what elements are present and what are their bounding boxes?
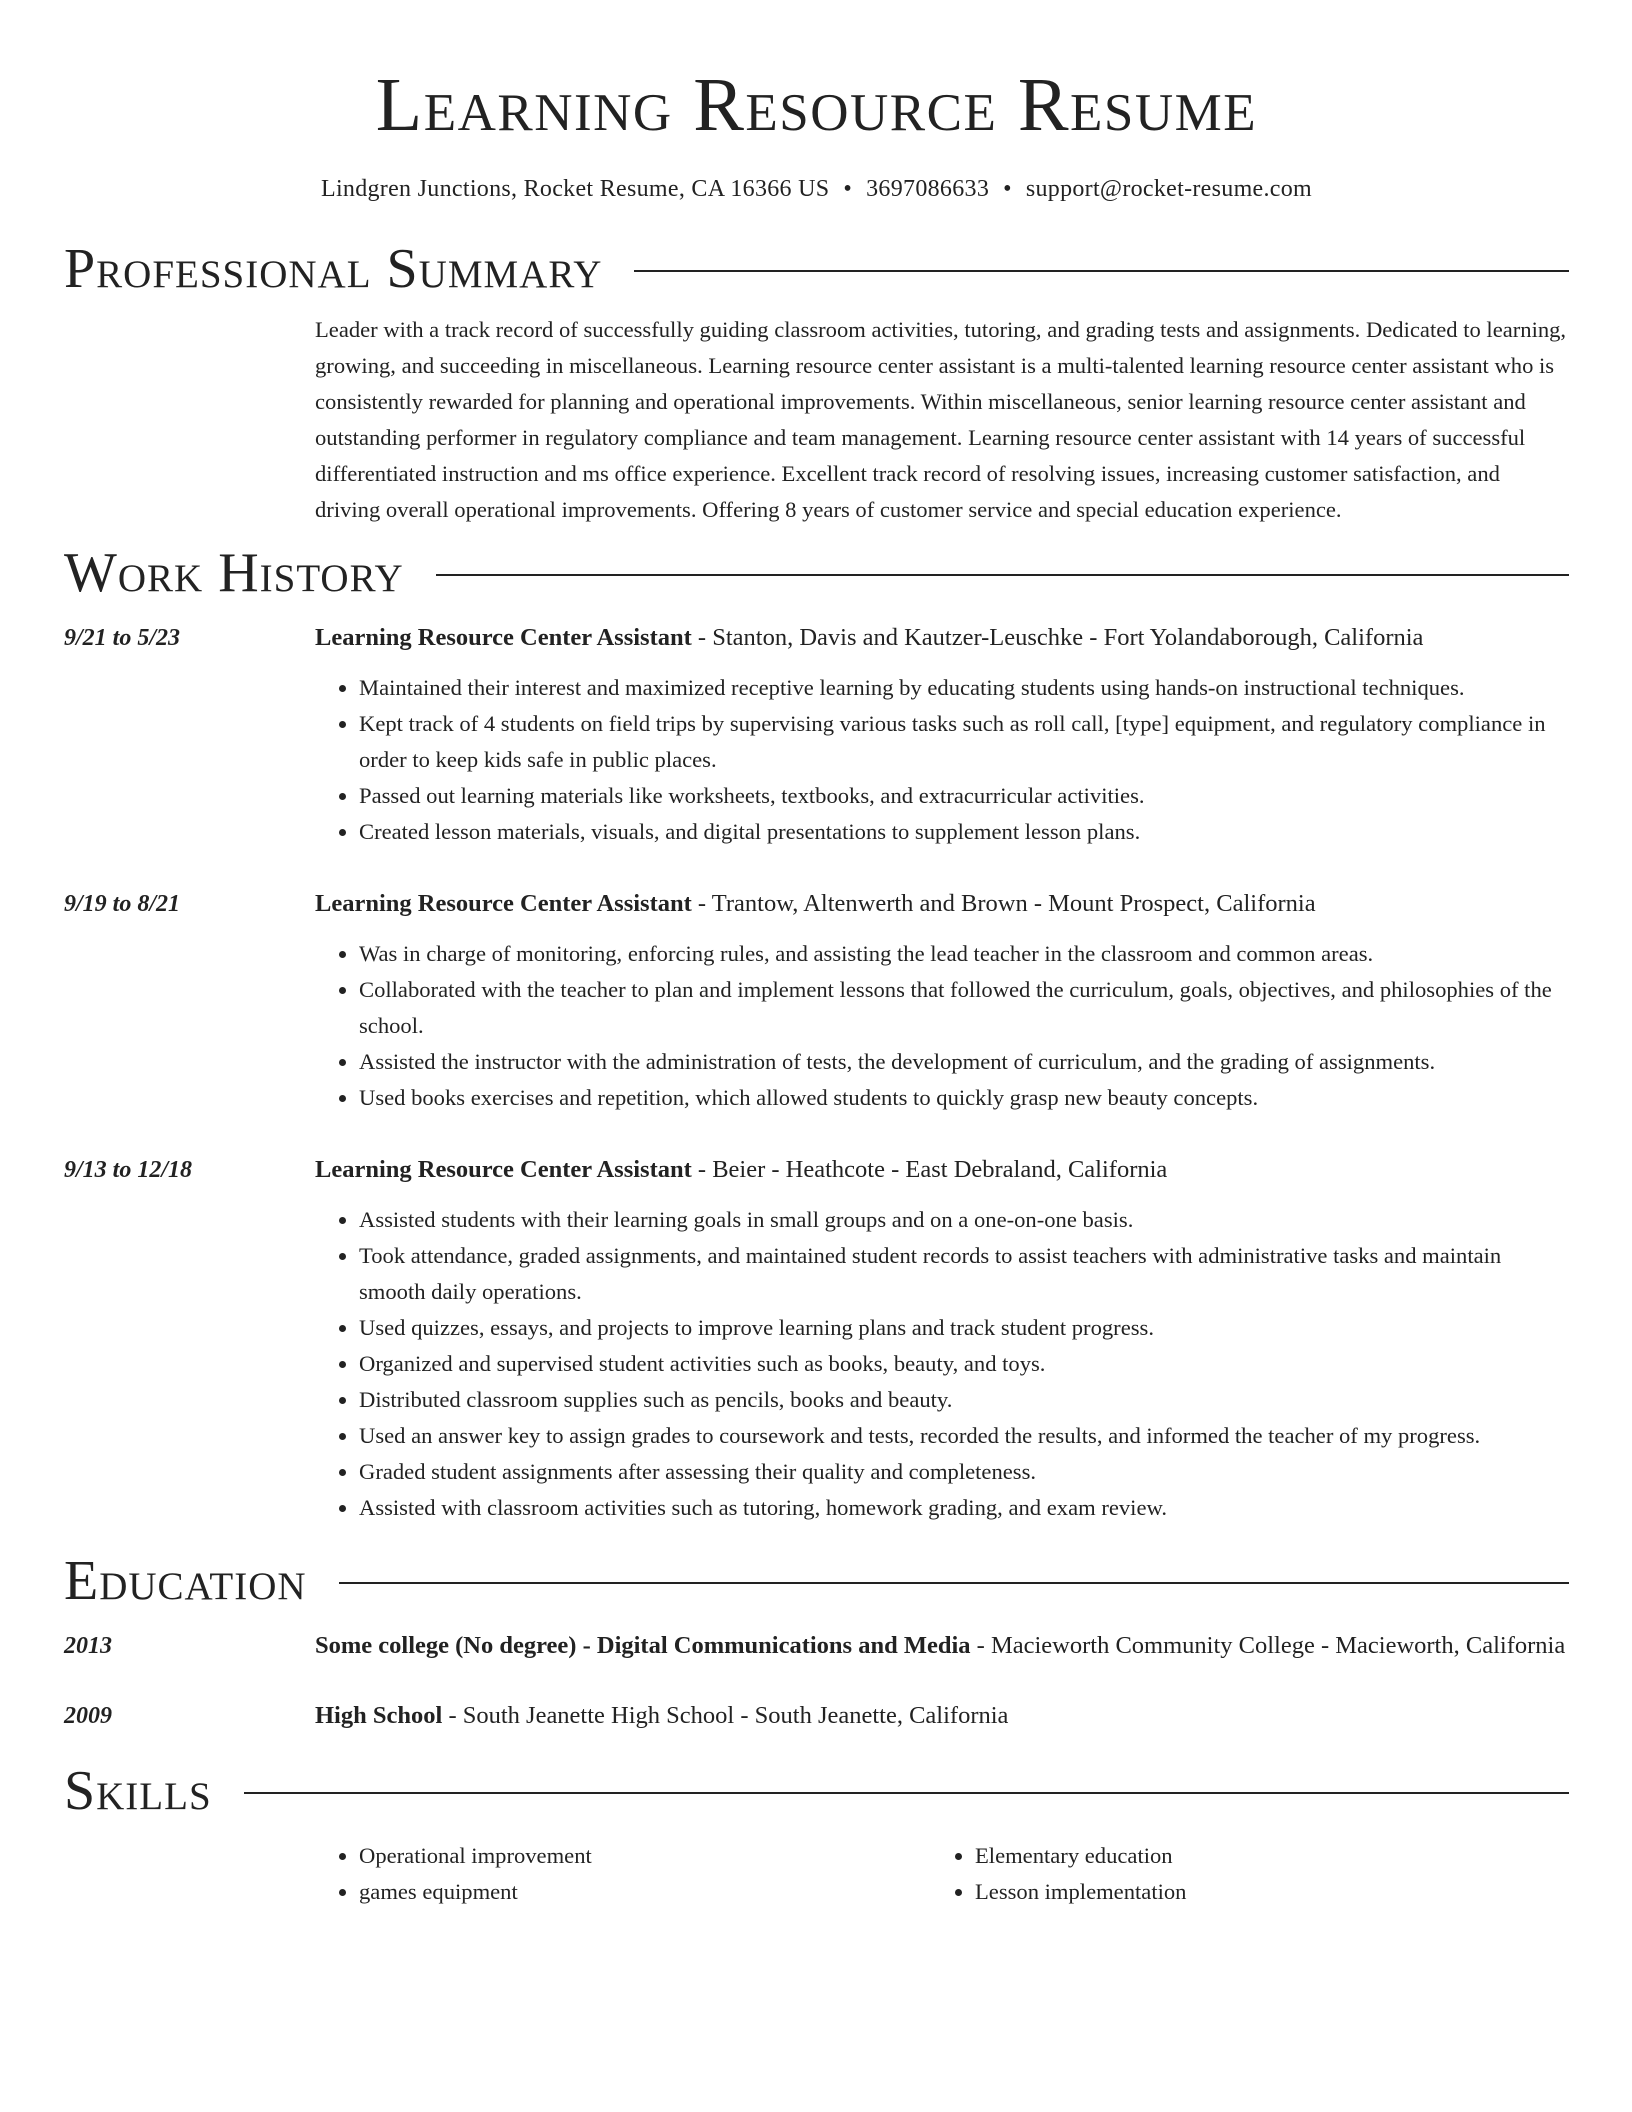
job-bullet: • Collaborated with the teacher to plan and implement lessons that followed the curriculum, goals, objectives, and philosophies of the school. bbox=[359, 972, 1569, 1044]
job-entry bbox=[64, 1150, 1569, 1526]
job-details: - Trantow, Altenwerth and Brown - Mount Prospect, California bbox=[691, 890, 1316, 917]
work-heading: Work History bbox=[64, 542, 404, 604]
contact-separator: • bbox=[1003, 176, 1012, 202]
section-divider bbox=[244, 1792, 1569, 1794]
summary-text: Leader with a track record of successfully guiding classroom activities, tutoring, and grading tests and assignments. Dedicated to learning, growing, and succeeding in miscellaneous. Learning resource center assistant is a multi-talented learning resource center assistant who is consistently rewarded for planning and operational improvements. Within miscellaneous, senior learning resource center assistant and outstanding performer in regulatory compliance and team management. Learning resource center assistant with 14 years of successful differentiated instruction and ms office experience. Excellent track record of resolving issues, increasing customer satisfaction, and driving overall operational improvements. Offering 8 years of customer service and special education experience. bbox=[315, 317, 1567, 522]
resume-title: Learning Resource Resume bbox=[375, 63, 1258, 147]
job-bullet: • Assisted the instructor with the administration of tests, the development of curriculum, and the grading of assignments. bbox=[359, 1044, 1569, 1080]
summary-section-header bbox=[64, 238, 1569, 300]
job-entry bbox=[64, 618, 1569, 850]
job-bullets bbox=[315, 936, 1569, 1116]
job-entry bbox=[64, 884, 1569, 1116]
job-details: - Stanton, Davis and Kautzer-Leuschke - Fort Yolandaborough, California bbox=[691, 624, 1424, 651]
job-bullet: • Assisted with classroom activities such as tutoring, homework grading, and exam review. bbox=[359, 1490, 1569, 1526]
job-title: Learning Resource Center Assistant bbox=[315, 890, 692, 917]
education-title: Some college (No degree) - Digital Communications and Media bbox=[315, 1632, 971, 1659]
work-section-header bbox=[64, 542, 1569, 604]
skills-section-header bbox=[64, 1760, 1569, 1822]
education-details: - Macieworth Community College - Macieworth, California bbox=[970, 1632, 1566, 1659]
job-heading bbox=[315, 618, 1569, 658]
job-bullets bbox=[315, 670, 1569, 850]
education-section-header bbox=[64, 1550, 1569, 1612]
job-bullets bbox=[315, 1202, 1569, 1526]
job-title: Learning Resource Center Assistant bbox=[315, 1156, 692, 1183]
job-bullet: • Used quizzes, essays, and projects to improve learning plans and track student progress. bbox=[359, 1310, 1569, 1346]
education-entry bbox=[64, 1696, 1569, 1736]
skills-column-left bbox=[315, 1838, 931, 1910]
contact-address: Lindgren Junctions, Rocket Resume, CA 16366 US bbox=[320, 176, 830, 202]
job-heading bbox=[315, 884, 1569, 924]
skill-item: • games equipment bbox=[359, 1874, 931, 1910]
contact-separator: • bbox=[843, 176, 853, 202]
job-bullet: • Was in charge of monitoring, enforcing rules, and assisting the lead teacher in the classroom and common areas. bbox=[359, 936, 1569, 972]
skill-item: • Operational improvement bbox=[359, 1838, 931, 1874]
skill-item: • Elementary education bbox=[975, 1838, 1547, 1874]
section-divider bbox=[339, 1582, 1569, 1584]
job-heading bbox=[315, 1150, 1569, 1190]
education-year: 2013 bbox=[64, 1633, 112, 1659]
job-bullet: • Maintained their interest and maximized receptive learning by educating students using hands-on instructional techniques. bbox=[359, 670, 1569, 706]
education-title: High School bbox=[315, 1702, 443, 1729]
job-dates: 9/13 to 12/18 bbox=[64, 1157, 193, 1183]
job-bullet: • Passed out learning materials like worksheets, textbooks, and extracurricular activities. bbox=[359, 778, 1569, 814]
education-details: - South Jeanette High School - South Jeanette, California bbox=[442, 1702, 1009, 1729]
section-divider bbox=[436, 574, 1569, 576]
skill-item: • Lesson implementation bbox=[975, 1874, 1547, 1910]
job-bullet: • Created lesson materials, visuals, and digital presentations to supplement lesson plans. bbox=[359, 814, 1569, 850]
summary-heading: Professional Summary bbox=[64, 238, 603, 300]
contact-line bbox=[64, 174, 1569, 204]
education-line bbox=[315, 1626, 1569, 1666]
job-bullet: • Took attendance, graded assignments, and maintained student records to assist teachers with administrative tasks and maintain smooth daily operations. bbox=[359, 1238, 1569, 1310]
education-year: 2009 bbox=[64, 1703, 112, 1729]
job-bullet: • Kept track of 4 students on field trips by supervising various tasks such as roll call, [type] equipment, and regulatory compliance in order to keep kids safe in public places. bbox=[359, 706, 1569, 778]
job-bullet: • Distributed classroom supplies such as pencils, books and beauty. bbox=[359, 1382, 1569, 1418]
section-divider bbox=[634, 270, 1569, 272]
skills-heading: Skills bbox=[64, 1760, 212, 1822]
job-title: Learning Resource Center Assistant bbox=[315, 624, 692, 651]
contact-phone: 3697086633 bbox=[866, 176, 990, 202]
job-bullet: • Assisted students with their learning goals in small groups and on a one-on-one basis. bbox=[359, 1202, 1569, 1238]
contact-email: support@rocket-resume.com bbox=[1025, 176, 1313, 202]
education-line bbox=[315, 1696, 1569, 1736]
education-heading: Education bbox=[64, 1550, 307, 1612]
job-bullet: • Graded student assignments after assessing their quality and completeness. bbox=[359, 1454, 1569, 1490]
skills-column-right bbox=[931, 1838, 1547, 1910]
job-dates: 9/21 to 5/23 bbox=[64, 625, 181, 651]
job-bullet: • Used books exercises and repetition, which allowed students to quickly grasp new beauty concepts. bbox=[359, 1080, 1569, 1116]
job-dates: 9/19 to 8/21 bbox=[64, 891, 181, 917]
job-bullet: • Organized and supervised student activities such as books, beauty, and toys. bbox=[359, 1346, 1569, 1382]
education-entry bbox=[64, 1626, 1569, 1666]
skills-list bbox=[315, 1838, 1569, 1910]
job-bullet: • Used an answer key to assign grades to coursework and tests, recorded the results, and informed the teacher of my progress. bbox=[359, 1418, 1569, 1454]
job-details: - Beier - Heathcote - East Debraland, California bbox=[691, 1156, 1168, 1183]
